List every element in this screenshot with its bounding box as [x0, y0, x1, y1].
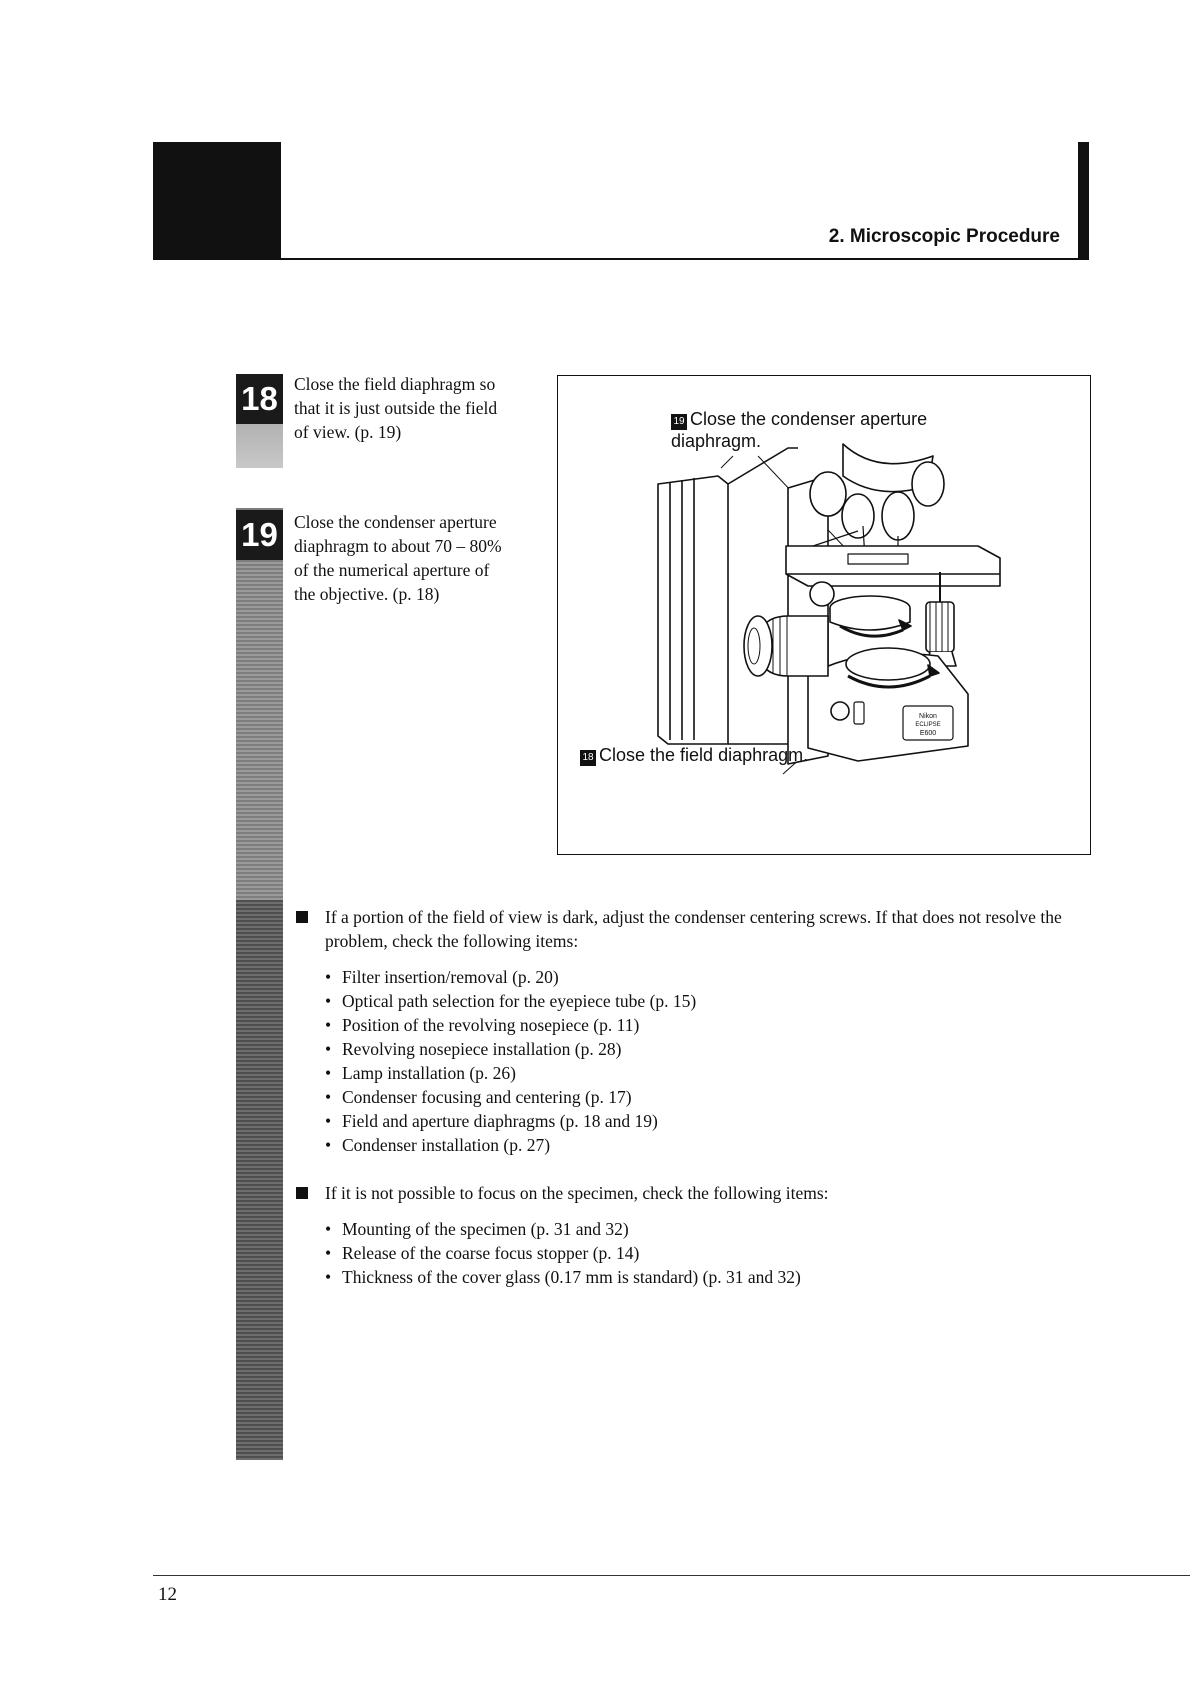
list-item: • Release of the coarse focus stopper (p. 14)	[325, 1241, 1096, 1265]
header-rule	[153, 258, 1089, 260]
list-item: • Field and aperture diaphragms (p. 18 and 19)	[325, 1109, 1096, 1133]
list-item: • Lamp installation (p. 26)	[325, 1061, 1096, 1085]
figure-label-19-text: Close the condenser aperture diaphragm.	[671, 409, 928, 451]
figure-badge-18: 18	[580, 750, 596, 766]
list-item: • Filter insertion/removal (p. 20)	[325, 965, 1096, 989]
header-block	[153, 142, 281, 260]
list-item: • Optical path selection for the eyepiece tube (p. 15)	[325, 989, 1096, 1013]
header-bar	[1078, 142, 1089, 260]
nameplate-line-2: ECLIPSE	[915, 722, 941, 728]
note-1-text: If a portion of the field of view is dark, adjust the condenser centering screws. If that does not resolve the problem, check the following items:	[325, 907, 1062, 951]
step-18-badge: 18	[236, 374, 283, 424]
list-item: • Condenser focusing and centering (p. 17)	[325, 1085, 1096, 1109]
side-strip-dark	[236, 900, 283, 1460]
figure-box	[557, 375, 1091, 855]
note-1-list	[325, 965, 1096, 1157]
note-2-marker	[296, 1187, 308, 1199]
note-1-marker	[296, 911, 308, 923]
step-19-text: Close the condenser aperture diaphragm to about 70 – 80% of the numerical aperture of the objective. (p. 18)	[294, 512, 502, 604]
footer-rule	[153, 1575, 1190, 1576]
list-item: • Thickness of the cover glass (0.17 mm is standard) (p. 31 and 32)	[325, 1265, 1096, 1289]
nameplate-line-3: E600	[919, 730, 937, 737]
list-item: • Revolving nosepiece installation (p. 28)	[325, 1037, 1096, 1061]
list-item: • Mounting of the specimen (p. 31 and 32)	[325, 1217, 1096, 1241]
figure-badge-19: 19	[671, 414, 687, 430]
list-item: • Position of the revolving nosepiece (p. 11)	[325, 1013, 1096, 1037]
microscope-illustration	[558, 376, 1092, 856]
note-1	[296, 905, 1096, 1157]
nameplate-line-1: Nikon	[919, 713, 937, 720]
note-2-list	[325, 1217, 1096, 1289]
page-number: 12	[158, 1584, 177, 1605]
note-2-text: If it is not possible to focus on the specimen, check the following items:	[325, 1183, 829, 1203]
note-2	[296, 1181, 1096, 1289]
list-item: • Condenser installation (p. 27)	[325, 1133, 1096, 1157]
step-18-text: Close the field diaphragm so that it is just outside the field of view. (p. 19)	[294, 374, 498, 442]
step-19-badge: 19	[236, 510, 283, 560]
figure-label-18-text: Close the field diaphragm.	[599, 745, 809, 765]
figure-label-18	[580, 744, 900, 766]
section-title: 2. Microscopic Procedure	[828, 226, 1060, 247]
